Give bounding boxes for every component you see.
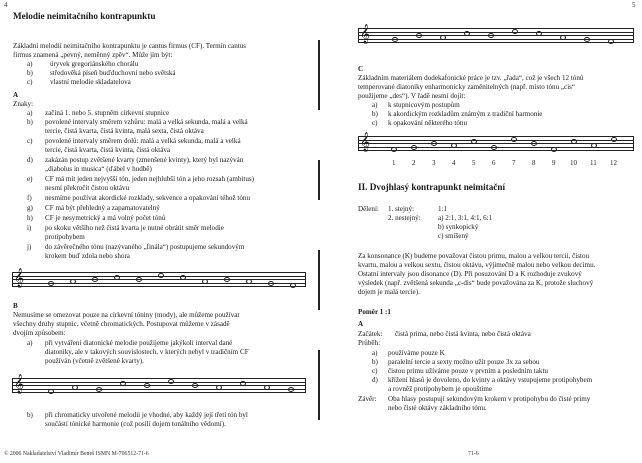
deleni-value: c) smíšený [438,232,469,240]
b-item-text: součástí tónické harmonie (což posílí dojem tonálního vědomí). [45,420,226,428]
prubeh-text: používáme pouze K [388,349,445,357]
znaky-text: „diabolus in musica“ (ďábel v hudbě) [45,165,152,173]
konsonance-line: výsledek (např. zvětšená sekunda „c-dis“ bude považována za K, protože sluchový [358,279,594,287]
znaky-text: CF je nesymetrický a má volný počet tónů [45,214,166,222]
section-b-heading: B [13,302,18,310]
intro-item-marker: c) [27,78,33,86]
znaky-text: zakázán postup zvětšené kvarty (zmenšené kvinty), který byl nazýván [45,156,244,164]
intro-item-marker: a) [27,60,33,68]
tone-number: 10 [570,159,577,167]
treble-clef-icon: 𝄞 [14,268,25,287]
prubeh-marker: c) [372,367,378,375]
c-item-marker: b) [372,110,378,118]
tone-number: 5 [472,159,476,167]
c-item-text: k opakování některého tónu [388,119,467,127]
znaky-text: nesmíme používat akordické rozklady, sekvence a opakování téhož tónu [45,194,250,202]
music-staff [358,24,634,43]
c-item-text: k akordickým rozkladům známým z tradiční harmonie [388,110,543,118]
prubeh-text: křížení hlasů je dovoleno, do kvinty a oktávy vstupujeme protipohybem [388,376,593,384]
intro-item-text: středověká píseň buďduchovní nebo světská [50,69,176,77]
pomer-heading: Poměr 1 :1 [358,308,391,316]
tone-row-numbers [358,159,634,169]
section-a-heading: A [13,91,19,99]
b-text-line: Nemusíme se omezovat pouze na církevní tóniny (mody), ale můžeme používat [13,311,240,319]
znaky-marker: e) [27,175,33,183]
deleni-key: 2. nestejný: [388,214,421,222]
page-title: Melodie neimitačního kontrapunktu [13,11,156,21]
treble-clef-icon: 𝄞 [360,24,371,43]
znaky-text: začíná 1. nebo 5. stupněm církevní stupnice [45,109,170,117]
treble-clef-icon: 𝄞 [360,132,371,151]
znaky-text: po skoku většího než čistá kvarta je nutné obrátit směr melodie [45,224,224,232]
binding-mark [318,350,320,420]
intro-item-text: vlastní melodie skladatelova [50,78,131,86]
znaky-marker: i) [27,224,32,232]
znaky-text: do závěrečného tónu (nazývaného „finála“) postupujeme sekundovým [45,243,245,251]
znaky-marker: g) [27,204,33,212]
zaver-text: nebo čisté oktávy základního tónu. [388,404,487,412]
deleni-key: 1. stejný: [388,205,415,213]
intro-line-1: Základní melodií neimitačního kontrapunktu je cantus firmus (CF). Termín cantus [13,42,247,50]
binding-mark [318,160,320,200]
tone-number: 4 [452,159,456,167]
section-title: II. Dvojhlasý kontrapunkt neimitační [358,182,506,192]
prubeh-marker: a) [372,349,378,357]
konsonance-line: dojem je malá tercie). [358,288,420,296]
prubeh-marker: d) [372,376,378,384]
tone-number: 3 [432,159,436,167]
konsonance-line: Za konsonance (K) budeme považovat čistou primu, malou a velkou tercii, čistou [358,252,590,260]
znaky-text: CF má mít jeden nejvyšší tón, jeden nejhlubší tón a jeho rozsah (ambitus) [45,175,255,183]
tone-number: 1 [392,159,396,167]
section-c-heading: C [358,65,364,73]
binding-mark [318,40,320,110]
b-item-marker: a) [27,339,33,347]
prubeh-label: Průběh: [358,339,381,347]
znaky-text: povolené intervaly směrem dolů: malá a velká sekunda, malá a velká [45,137,241,145]
deleni-value: b) synkopický [438,223,479,231]
left-page [0,0,318,463]
znaky-marker: j) [27,243,32,251]
b-item-text: při vytváření diatonické melodie použijeme jakýkoli interval dané [45,339,233,347]
tone-number: 12 [610,159,617,167]
b-item-text: při chromaticky utvořené melodii je vhodné, aby každý její třetí tón byl [45,411,248,419]
tone-number: 9 [552,159,556,167]
deleni-label: Dělení: [358,205,379,213]
znaky-marker: b) [27,118,33,126]
b-item-marker: b) [27,411,33,419]
c-item-marker: c) [372,119,378,127]
zaver-text: Oba hlasy postupují sekundovým krokem v protipohybu do čisté primy [388,395,591,403]
znaky-marker: f) [27,194,32,202]
prubeh-text: a rovněž protipohybem je opouštíme [388,385,493,393]
prubeh-marker: b) [372,358,378,366]
b-text-line: všechny druhy stupnic, včetně chromatických. Postupovat můžeme v zásadě [13,320,230,328]
znaky-marker: d) [27,156,33,164]
deleni-value: a) 2:1, 3:1, 4:1, 6:1 [438,214,493,222]
c-text-line: použijeme „des“). V řadě nesmí dojít: [358,92,466,100]
intro-item-marker: b) [27,69,33,77]
b-text-line: dvojím způsobem: [13,329,66,337]
znaky-label: Znaky: [13,100,34,108]
znaky-text: krokem buď zdola nebo shora [45,252,130,260]
tone-row-staff [358,132,634,151]
znaky-marker: c) [27,137,33,145]
deleni-value: 1:1 [438,205,448,213]
znaky-text: povolené intervaly směrem vzhůru: malá a velká sekunda, malá a velká [45,118,248,126]
tone-number: 11 [590,159,597,167]
c-text-line: temperované diatoniky enharmonicky zaměnitelných (např. místo tónu „cis“ [358,83,576,91]
znaky-text: tercie, čistá kvarta, čistá kvinta, čistá oktáva [45,146,171,154]
b-item-text: používán (včetně zvětšené kvarty). [45,357,144,365]
tone-number: 8 [532,159,536,167]
prubeh-text: čistou primu užíváme pouze v prvním a posledním taktu [388,367,548,375]
konsonance-line: kvartu, malou a velkou sextu, čistou oktávu, výjimečně malou nebo velkou decimu. [358,261,596,269]
zacatek-label: Začátek: [358,330,383,338]
pomer-a-heading: A [358,320,364,328]
music-staff [12,374,306,393]
znaky-text: nesmí překročit čistou oktávu [45,184,130,192]
c-item-marker: a) [372,101,378,109]
konsonance-line: Ostatní intervaly jsou disonance (D). Při posuzování D a K rozhoduje zvukový [358,270,582,278]
binding-mark [318,250,320,310]
tone-number: 6 [492,159,496,167]
page-marker-right: 5 [632,1,636,9]
tone-number: 7 [512,159,516,167]
znaky-marker: a) [27,109,33,117]
c-text-line: Základním materiálem dodekafonické práce je tzv. „řada“, což je všech 12 tónů [358,74,584,82]
footer-left: © 2006 Nakladatelství Vladimír Beneš ISMN M-706512-71-6 [4,451,149,457]
intro-line-2: firmus znamená „pevný, neměnný zpěv“. Může jím být: [13,51,173,59]
znaky-marker: h) [27,214,33,222]
intro-item-text: úryvek gregoriánského chorálu [50,60,139,68]
right-page [322,0,642,463]
prubeh-text: paralelní tercie a sexty možno užít pouze 3x za sebou [388,358,540,366]
page-marker-left: 4 [4,1,8,9]
znaky-text: CF má být přehledný a zapamatovatelný [45,204,160,212]
zaver-label: Závěr: [358,395,377,403]
music-staff [12,268,306,287]
zacatek-text: čistá prima, nebo čistá kvinta, nebo čistá oktáva [395,330,531,338]
treble-clef-icon: 𝄞 [14,374,25,393]
znaky-text: tercie, čistá kvarta, čistá kvinta, malá sexta, čistá oktáva [45,127,204,135]
b-item-text: diatoniky, ale v takových souvislostech, v kterých nebyl v tradičním CF [45,348,249,356]
c-item-text: k stupnicovým postupům [388,101,460,109]
znaky-text: protipohybem [45,233,85,241]
footer-right: 71-6 [468,451,479,457]
tone-number: 2 [412,159,416,167]
